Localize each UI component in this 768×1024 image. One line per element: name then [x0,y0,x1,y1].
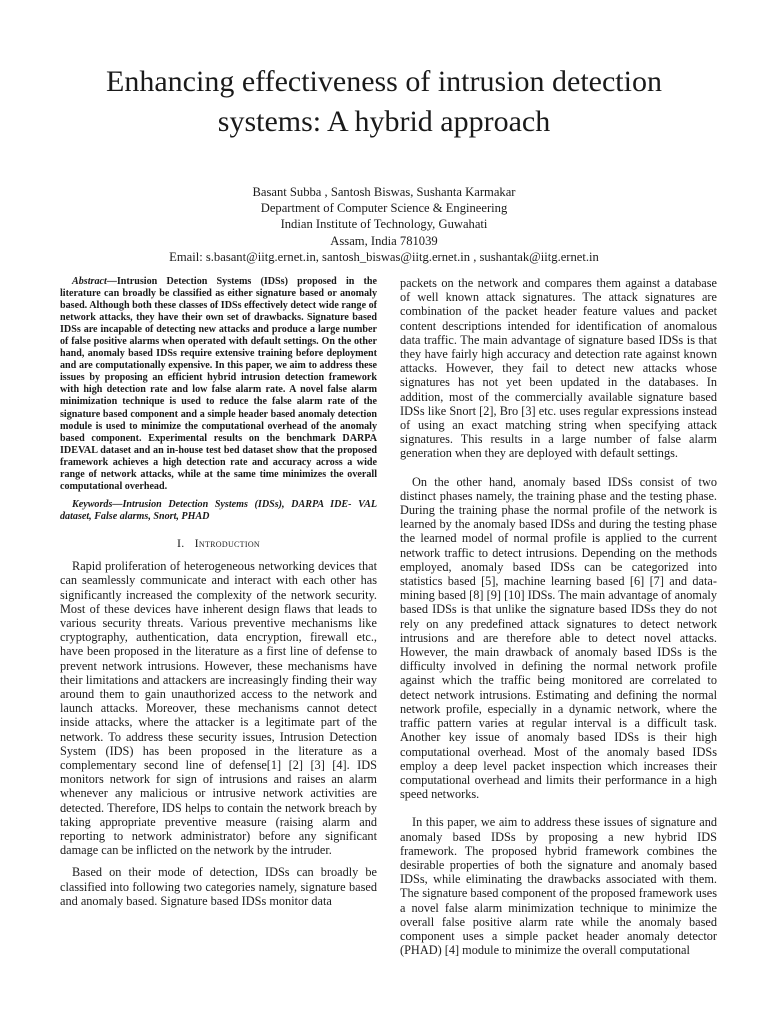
title-line-1: Enhancing effectiveness of intrusion detection [106,65,662,98]
paragraph-left-1: Rapid proliferation of heterogeneous networking devices that can seamlessly communicate and interact with each other has significantly increased the complexity of the network security. Most of these devices have inherent design flaws that leads to various security threats. Various preventive mechanisms like cryptography, authentication, data encryption, firewall etc., have been proposed in the literature as a first line of defense to prevent network intrusions. However, these mechanisms have their limitations and attackers are increasingly finding their way around them to gain unauthorized access to the network and launch attacks. Moreover, these mechanisms cannot detect inside attacks, where the attacker is a legitimate part of the network. To address these security issues, Intrusion Detection System (IDS) has been proposed in the literature as a complementary second line of defense[1] [2] [3] [4]. IDS monitors network for sign of intrusions and raises an alarm whenever any malicious or intrusive network activities are detected. Therefore, IDS helps to contain the network breach by taking appropriate preventive measure (raising alarm and reporting to network administrator) before any significant damage can be inflicted on the network by the intruder. [60,559,377,858]
title-line-2: systems: A hybrid approach [217,105,551,138]
author-location: Assam, India 781039 [330,233,438,248]
abstract [60,276,377,493]
section-heading-introduction [60,536,377,550]
paragraph-left-2: Based on their mode of detection, IDSs can broadly be classified into following two categories namely, signature based and anomaly based. Signature based IDSs monitor data [60,865,377,908]
paragraph-right-3: In this paper, we aim to address these issues of signature and anomaly based IDSs by proposing a new hybrid IDS framework. The proposed hybrid framework combines the desirable properties of both the signature and anomaly based IDSs, while eliminating the drawbacks associated with them. The signature based component of the proposed framework uses a novel false alarm minimization technique to minimize the overall false positive alarm rate while the anomaly based component uses a simple packet header anomaly detector (PHAD) [4] module to minimize the overall computational [400,815,717,958]
author-institute: Indian Institute of Technology, Guwahati [280,217,488,232]
paragraph-right-2: On the other hand, anomaly based IDSs consist of two distinct phases namely, the training phase and the testing phase. During the training phase the normal profile of the network is learned by the anomaly based IDSs and during the testing phase the learned model of normal profile is applied to the current network traffic to detect intrusions. Depending on the methods employed, anomaly based IDSs can be categorized into statistics based [5], machine learning based [6] [7] and data-mining based [8] [9] [10] IDSs. The main advantage of anomaly based IDSs is that unlike the signature based IDSs they do not rely on any predefined attack signatures to detect network intrusions and are therefore able to detect novel attacks. However, the main drawback of anomaly based IDSs is the difficulty involved in defining the normal network profile against which the traffic being monitored are correlated to detect network intrusions. Estimating and defining the normal network profile, especially in a dynamic network, where the traffic pattern varies at regular interval is a difficult task. Another key issue of anomaly based IDSs is their high computational overhead. Most of the anomaly based IDSs employ a deep level packet inspection which increases their computational overhead and limits their performance in a high speed networks. [400,474,717,802]
author-department: Department of Computer Science & Engineering [260,201,508,216]
paper-title [60,62,708,142]
section-title: Introduction [194,535,260,550]
left-column [60,276,377,916]
keywords: Keywords—Intrusion Detection Systems (IDSs), DARPA IDE- VAL dataset, False alarms, Snort, PHAD [60,498,377,522]
author-email: Email: s.basant@iitg.ernet.in, santosh_biswas@iitg.ernet.in , sushantak@iitg.ernet.in [169,249,599,264]
author-block [60,184,708,265]
author-names: Basant Subba , Santosh Biswas, Sushanta Karmakar [252,185,516,199]
abstract-label: Abstract [72,276,107,287]
right-column [400,276,717,965]
abstract-text: —Intrusion Detection Systems (IDSs) proposed in the literature can broadly be classified as either signature based or anomaly based. Although both these classes of IDSs effectively detect wide range of network attacks, they have their own set of drawbacks. Signature based IDSs are incapable of detecting new attacks and produce a large number of false positive alarms when operated with default settings. On the other hand, anomaly based IDSs require extensive training before deployment and are computationally expensive. In this paper, we aim to address these issues by proposing an efficient hybrid intrusion detection framework with high detection rate and low false alarm rate. A novel false alarm minimization technique is used to reduce the false alarm rate of the signature based component and a simple header based anomaly detection module is used to minimize the computational overhead of the anomaly based component. Experimental results on the benchmark DARPA IDEVAL dataset and an in-house test bed dataset show that the proposed framework achieves a high detection rate and accuracy across a wide range of network attacks, while at the same time minimizes the overall computational overhead. [60,276,377,492]
paragraph-right-1: packets on the network and compares them against a database of well known attack signatures. The attack signatures are combination of the packet header feature values and packet content descriptions intended for identification of anomalous data traffic. The main advantage of signature based IDSs is that they have fairly high accuracy and detection rate against known attacks. However, they fail to detect new attacks whose signatures has not yet been updated in the databases. In addition, most of the commercially available signature based IDSs like Snort [2], Bro [3] etc. uses regular expressions instead of using an exact matching string when specifying attack signatures. This results in a large number of false alarm generation when they are deployed with default settings. [400,276,717,461]
section-number: I. [177,535,185,550]
